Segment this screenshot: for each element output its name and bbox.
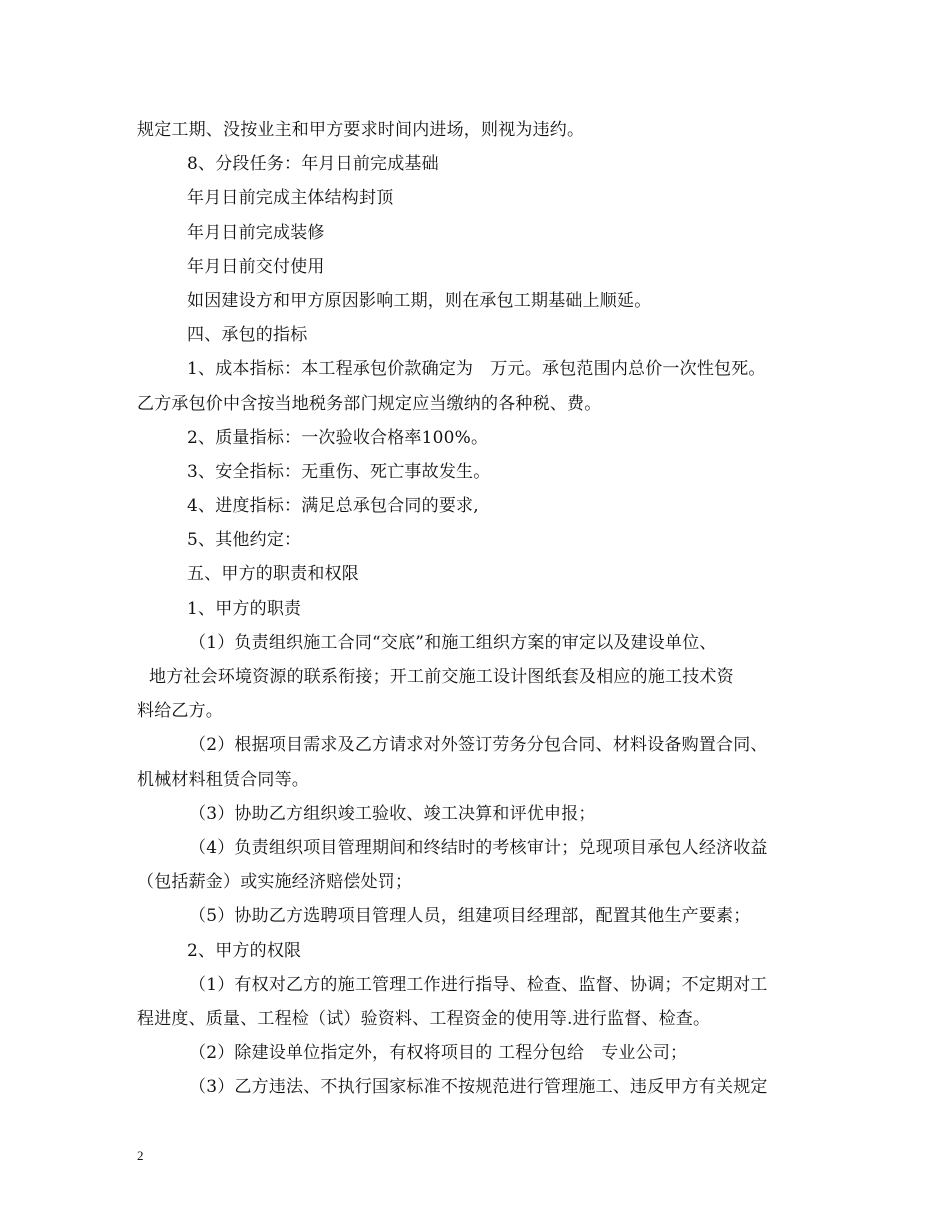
text-line: 地方社会环境资源的联系衔接；开工前交施工设计图纸套及相应的施工技术资 — [149, 667, 734, 687]
text-line: 规定工期、没按业主和甲方要求时间内进场，则视为违约。 — [137, 120, 585, 140]
text-line: 如因建设方和甲方原因影响工期，则在承包工期基础上顺延。 — [187, 290, 652, 311]
text-line: 2、质量指标：一次验收合格率100%。 — [187, 427, 489, 448]
text-line: 年月日前完成装修 — [187, 222, 325, 243]
text-line: 3、安全指标：无重伤、死亡事故发生。 — [187, 461, 491, 482]
text-line: 1、甲方的职责 — [187, 598, 302, 619]
text-line: （2）除建设单位指定外，有权将项目的 工程分包给 专业公司； — [189, 1043, 688, 1064]
text-line: 5、其他约定： — [187, 530, 302, 551]
page-number: 2 — [137, 1148, 144, 1163]
text-line: 2、甲方的权限 — [187, 940, 302, 961]
text-line: （1）负责组织施工合同“交底”和施工组织方案的审定以及建设单位、 — [189, 632, 717, 653]
text-line: （4）负责组织项目管理期间和终结时的考核审计；兑现项目承包人经济收益 — [189, 837, 768, 858]
text-line: （5）协助乙方选聘项目管理人员，组建项目经理部，配置其他生产要素； — [189, 906, 751, 927]
text-line: 年月日前交付使用 — [187, 256, 325, 277]
text-line: （3）乙方违法、不执行国家标准不按规范进行管理施工、违反甲方有关规定 — [189, 1077, 768, 1098]
text-line: 8、分段任务：年月日前完成基础 — [187, 154, 439, 175]
text-line: 五、甲方的职责和权限 — [187, 564, 359, 585]
text-line: （包括薪金）或实施经济赔偿处罚； — [137, 872, 413, 893]
document-body — [137, 113, 817, 1104]
text-line: 四、承包的指标 — [187, 325, 308, 346]
text-line: 料给乙方。 — [137, 701, 223, 722]
text-line: 4、进度指标：满足总承包合同的要求, — [187, 496, 479, 517]
text-line: 1、成本指标：本工程承包价款确定为 万元。承包范围内总价一次性包死。 — [187, 359, 766, 380]
text-line: 年月日前完成主体结构封顶 — [187, 188, 394, 209]
text-line: （3）协助乙方组织竣工验收、竣工决算和评优申报； — [189, 803, 596, 824]
text-line: 机械材料租赁合同等。 — [137, 769, 309, 790]
text-line: 程进度、质量、工程检（试）验资料、工程资金的使用等.进行监督、检查。 — [137, 1008, 711, 1029]
text-line: （1）有权对乙方的施工管理工作进行指导、检查、监督、协调；不定期对工 — [189, 974, 768, 995]
text-line: 乙方承包价中含按当地税务部门规定应当缴纳的各种税、费。 — [137, 393, 602, 414]
text-line: （2）根据项目需求及乙方请求对外签订劳务分包合同、材料设备购置合同、 — [189, 735, 768, 756]
